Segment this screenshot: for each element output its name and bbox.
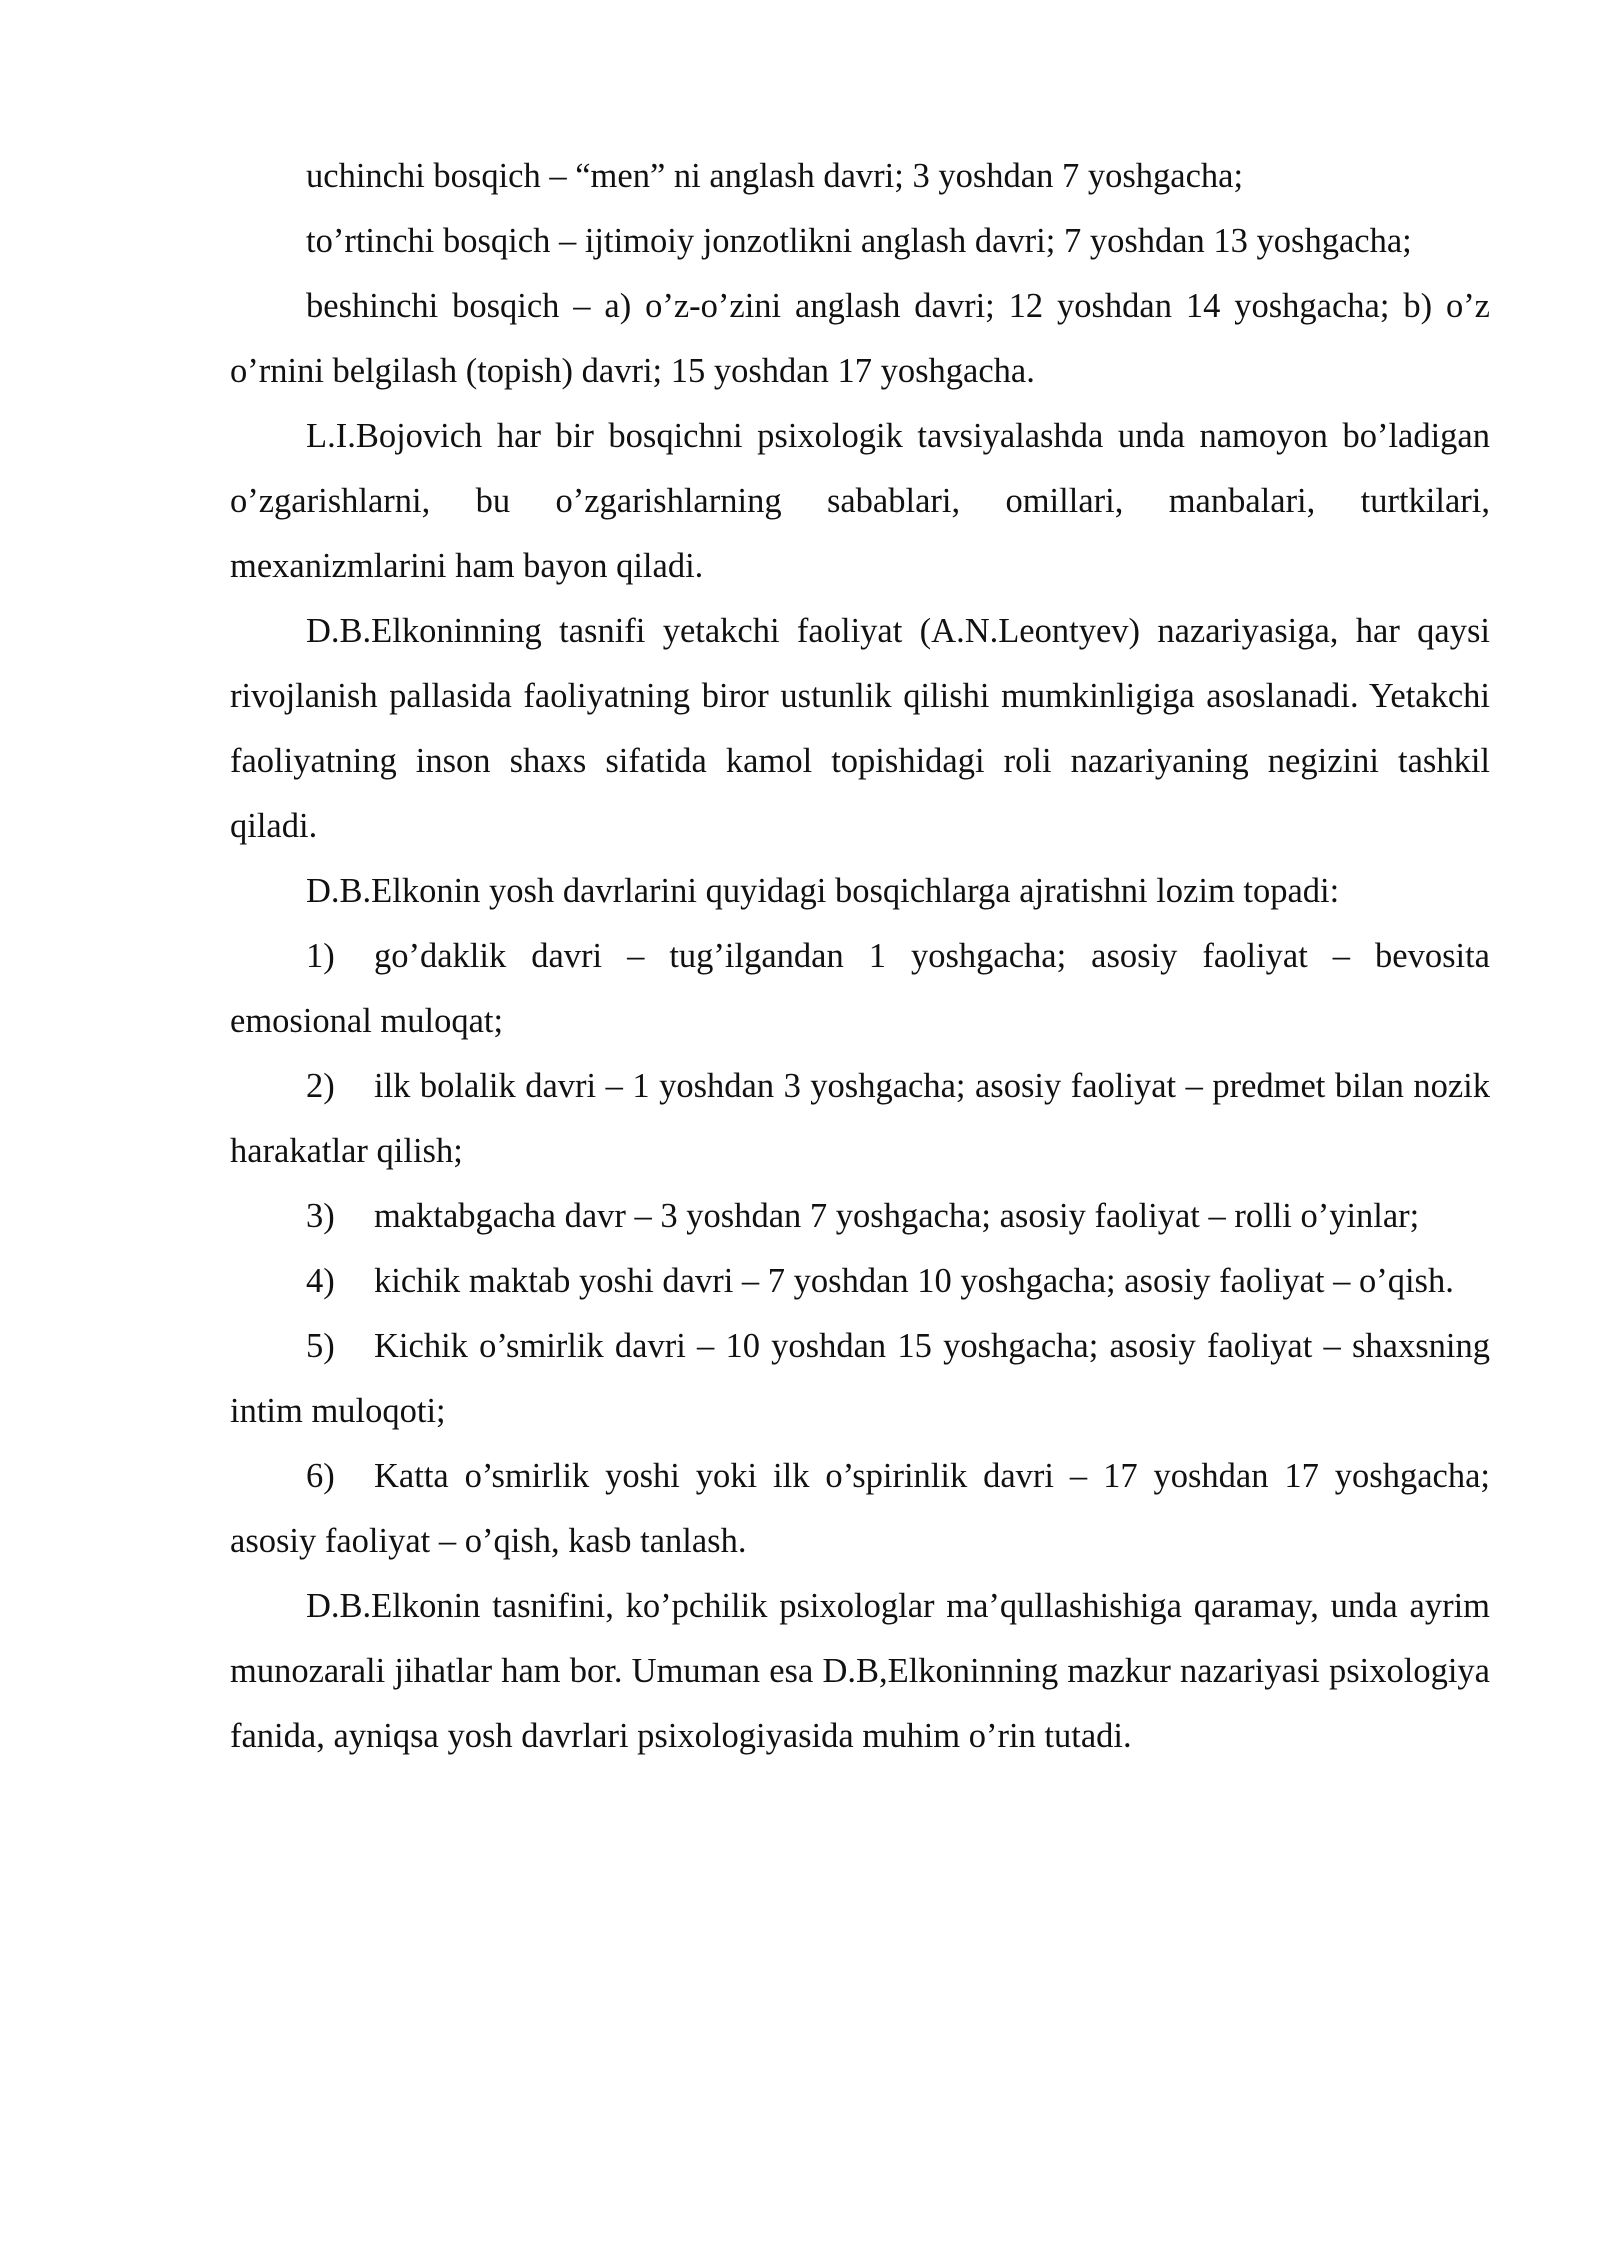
- list-item-text: ilk bolalik davri – 1 yoshdan 3 yoshgacha; asosiy faoliyat – predmet bilan nozik harakatlar qilish;: [230, 1067, 1490, 1170]
- list-item: [230, 1184, 1490, 1249]
- paragraph-conclusion: D.B.Elkonin tasnifini, ko’pchilik psixologlar ma’qullashishiga qaramay, unda ayrim munozarali jihatlar ham bor. Umuman esa D.B,Elkoninning mazkur nazariyasi psixologiya fanida, ayniqsa yosh davrlari psixologiyasida muhim o’rin tutadi.: [230, 1587, 1490, 1755]
- list-item: [230, 1444, 1490, 1574]
- paragraph-stage-four: to’rtinchi bosqich – ijtimoiy jonzotlikni anglash davri; 7 yoshdan 13 yoshgacha;: [306, 222, 1412, 260]
- list-item-text: maktabgacha davr – 3 yoshdan 7 yoshgacha; asosiy faoliyat – rolli o’yinlar;: [374, 1197, 1420, 1235]
- list-item-text: Katta o’smirlik yoshi yoki ilk o’spirinlik davri – 17 yoshdan 17 yoshgacha; asosiy faoliyat – o’qish, kasb tanlash.: [230, 1457, 1490, 1560]
- list-item-text: Kichik o’smirlik davri – 10 yoshdan 15 yoshgacha; asosiy faoliyat – shaxsning intim muloqoti;: [230, 1327, 1490, 1430]
- paragraph-stage-three: uchinchi bosqich – “men” ni anglash davri; 3 yoshdan 7 yoshgacha;: [306, 157, 1244, 195]
- list-item-number: 5): [306, 1327, 335, 1365]
- paragraph-elkonin-theory: D.B.Elkoninning tasnifi yetakchi faoliyat (A.N.Leontyev) nazariyasiga, har qaysi rivojlanish pallasida faoliyatning biror ustunlik qilishi mumkinligiga asoslanadi. Yetakchi faoliyatning inson shaxs sifatida kamol topishidagi roli nazariyaning negizini tashkil qiladi.: [230, 612, 1490, 845]
- list-item-text: kichik maktab yoshi davri – 7 yoshdan 10 yoshgacha; asosiy faoliyat – o’qish.: [374, 1262, 1454, 1300]
- list-item: [230, 1249, 1490, 1314]
- list-item-number: 1): [306, 937, 335, 975]
- list-item-number: 2): [306, 1067, 335, 1105]
- list-item-number: 6): [306, 1457, 335, 1495]
- list-item: [230, 1054, 1490, 1184]
- document-page: [230, 144, 1490, 1769]
- list-item: [230, 924, 1490, 1054]
- list-item: [230, 1314, 1490, 1444]
- paragraph-stage-five: beshinchi bosqich – a) o’z-o’zini anglash davri; 12 yoshdan 14 yoshgacha; b) o’z o’rnini belgilash (topish) davri; 15 yoshdan 17 yoshgacha.: [230, 287, 1490, 390]
- list-item-number: 4): [306, 1262, 335, 1300]
- list-item-text: go’daklik davri – tug’ilgandan 1 yoshgacha; asosiy faoliyat – bevosita emosional muloqat;: [230, 937, 1490, 1040]
- paragraph-bojovich: L.I.Bojovich har bir bosqichni psixologik tavsiyalashda unda namoyon bo’ladigan o’zgarishlarni, bu o’zgarishlarning sabablari, omillari, manbalari, turtkilari, mexanizmlarini ham bayon qiladi.: [230, 417, 1490, 585]
- paragraph-elkonin-intro: D.B.Elkonin yosh davrlarini quyidagi bosqichlarga ajratishni lozim topadi:: [306, 872, 1340, 910]
- list-item-number: 3): [306, 1197, 335, 1235]
- stage-list: [230, 924, 1490, 1574]
